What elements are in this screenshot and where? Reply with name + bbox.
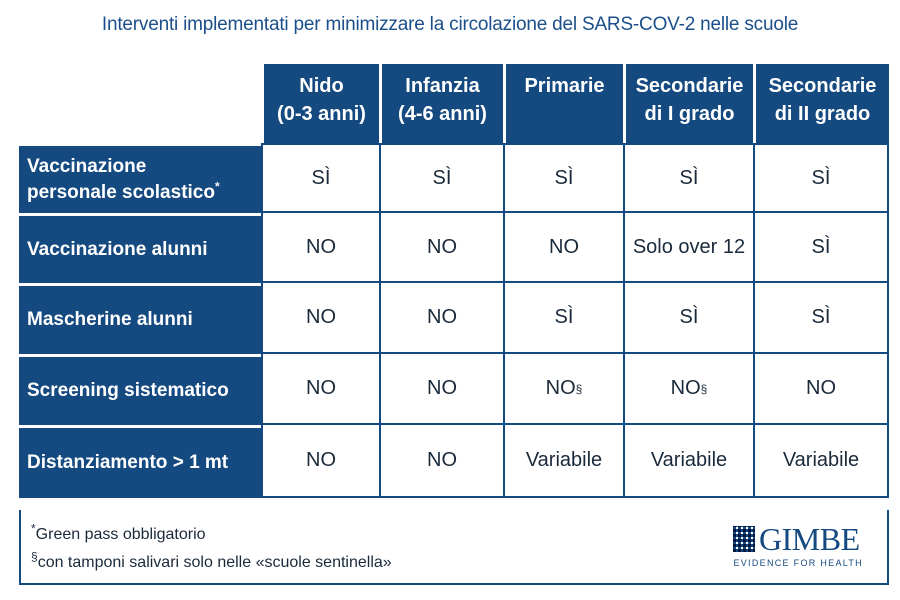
cell-value: Variabile — [650, 449, 728, 471]
table-cell — [753, 425, 889, 498]
table-cell — [753, 283, 889, 354]
page-title: Interventi implementati per minimizzare la circolazione del SARS-COV-2 nelle scuole — [101, 14, 799, 35]
row-header-label — [27, 378, 229, 404]
row-header-label — [27, 307, 193, 333]
cell-value: SÌ — [811, 166, 831, 189]
table-cell — [623, 425, 753, 498]
row-header — [19, 354, 261, 425]
column-header — [379, 64, 503, 143]
column-header — [261, 64, 379, 143]
cell-value: SÌ — [432, 166, 452, 189]
column-header-label — [769, 72, 877, 128]
cell-value: SÌ — [554, 166, 574, 189]
column-header-label — [524, 72, 604, 100]
interventions-table — [19, 64, 889, 498]
column-header-line2: (0-3 anni) — [277, 103, 366, 125]
column-header-line2: di II grado — [774, 103, 871, 125]
column-header — [503, 64, 623, 143]
column-header-label — [636, 72, 744, 128]
cell-value: NO — [427, 235, 457, 258]
table-cell — [753, 213, 889, 283]
row-header-footnote-mark: * — [214, 179, 220, 194]
table-cell — [503, 425, 623, 498]
cell-value: SÌ — [679, 166, 699, 189]
table-cell — [623, 213, 753, 283]
cell-value: SÌ — [554, 306, 574, 328]
cell-value: NO — [427, 449, 457, 471]
column-header — [623, 64, 753, 143]
row-header — [19, 283, 261, 354]
table-cell — [753, 143, 889, 213]
logo-wordmark: GIMBE — [759, 521, 860, 557]
table-cell — [503, 213, 623, 283]
row-header-line1: Vaccinazione alunni — [27, 238, 208, 260]
row-header-label — [27, 237, 208, 263]
row-header — [19, 425, 261, 498]
gimbe-logo — [733, 520, 863, 570]
column-header-line1: Primarie — [524, 75, 605, 97]
column-header-line1: Secondarie — [768, 75, 877, 97]
row-header — [19, 143, 261, 213]
column-header — [753, 64, 889, 143]
table-cell — [623, 143, 753, 213]
column-header-label — [277, 72, 366, 128]
cell-value: Variabile — [525, 449, 603, 471]
table-cell — [753, 354, 889, 425]
table-cell — [261, 425, 379, 498]
cell-value: NO — [427, 306, 457, 328]
row-header-line2-text: personale scolastico — [27, 181, 215, 203]
column-header-line1: Secondarie — [635, 75, 744, 97]
cell-value: SÌ — [311, 166, 331, 189]
row-header-line1: Distanziamento > 1 mt — [27, 452, 229, 473]
column-header-line2: di I grado — [644, 103, 735, 125]
footnote-salivary-swabs: §con tamponi salivari solo nelle «scuole sentinella» — [31, 549, 392, 571]
row-header-label — [27, 154, 220, 206]
cell-value: SÌ — [679, 306, 699, 328]
table-cell — [379, 425, 503, 498]
gimbe-grid-icon — [733, 526, 755, 552]
cell-value: SÌ — [811, 235, 831, 258]
cell-value: Variabile — [782, 449, 860, 471]
cell-value: NO — [427, 377, 457, 399]
row-header-line1: Vaccinazione — [27, 155, 147, 177]
column-header-label — [398, 72, 487, 128]
table-cell — [261, 354, 379, 425]
cell-value: NO — [306, 377, 336, 399]
column-header-line1: Infanzia — [405, 75, 480, 97]
column-header-line1: Nido — [299, 75, 344, 97]
cell-value: NO — [670, 377, 701, 399]
cell-value: NO — [545, 377, 576, 399]
table-cell — [379, 143, 503, 213]
table-cell — [261, 283, 379, 354]
row-header — [19, 213, 261, 283]
cell-value: NO — [306, 306, 336, 328]
table-cell — [379, 283, 503, 354]
cell-value: NO — [806, 377, 836, 399]
table-cell — [503, 283, 623, 354]
table-cell: NO § — [623, 354, 753, 425]
table-cell — [261, 143, 379, 213]
row-header-line1: Screening sistematico — [27, 380, 229, 401]
cell-value: NO — [306, 449, 336, 471]
cell-value: SÌ — [811, 306, 831, 328]
footnotes-box — [19, 510, 889, 585]
table-cell: NO § — [503, 354, 623, 425]
cell-value: NO — [549, 235, 579, 258]
row-header-line1: Mascherine alunni — [27, 309, 193, 330]
row-header-line2 — [27, 180, 220, 206]
table-corner — [19, 64, 261, 143]
logo-tagline: EVIDENCE FOR HEALTH — [733, 558, 863, 568]
cell-value: Solo over 12 — [632, 235, 746, 258]
table-cell — [379, 213, 503, 283]
column-header-line2: (4-6 anni) — [398, 103, 487, 125]
table-cell — [503, 143, 623, 213]
row-header-label — [27, 450, 228, 476]
table-cell — [261, 213, 379, 283]
table-cell — [379, 354, 503, 425]
cell-value: NO — [306, 235, 336, 258]
footnote-green-pass: *Green pass obbligatorio — [31, 521, 206, 543]
table-cell — [623, 283, 753, 354]
